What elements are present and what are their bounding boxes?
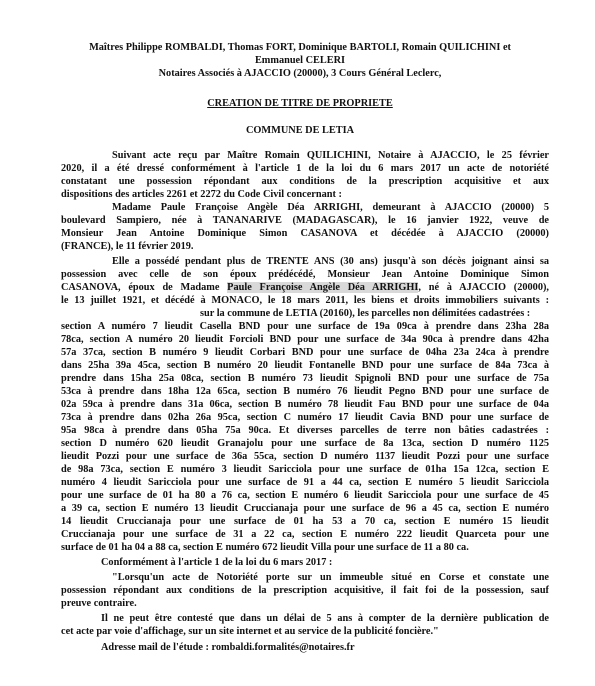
possession-paragraph-line: le 13 juillet 1921, et décédé à MONACO, le 18 mars 2011, les biens et droits immobiliers suivants : (61, 295, 549, 306)
parcel-list-line: de 98a 73ca, section E numéro 3 lieudit Saricciola pour une surface de 01ha 15a 12ca, section E (61, 464, 549, 475)
possession-paragraph-line (61, 281, 549, 294)
owner-paragraph-line: Madame Paule Françoise Angèle Déa ARRIGHI, demeurant à AJACCIO (20000) 5 (112, 202, 549, 213)
law-quote-line: cet acte par voie d'affichage, sur un site internet et au service de la publicité foncière." (61, 626, 439, 637)
parcel-list-line: Cruccianaja pour une surface de 31 a 22 ca, section E numéro 222 lieudit Quarceta pour une (61, 529, 549, 540)
spouse-birth-text: , né à AJACCIO (20000), (418, 282, 549, 293)
parcel-list-line: lieudit Pozzi pour une surface de 36a 55ca, section D numéro 1137 lieudit Pozzi pour une surface (61, 451, 549, 462)
law-quote-line: "Lorsqu'un acte de Notoriété porte sur un immeuble situé en Corse et constate une (112, 572, 549, 583)
document-title: CREATION DE TITRE DE PROPRIETE (207, 98, 393, 109)
law-quote-line: possession répondant aux conditions de la prescription acquisitive, il fait foi de la possession, sauf (61, 585, 549, 596)
header-notaries: Maîtres Philippe ROMBALDI, Thomas FORT, Dominique BARTOLI, Romain QUILICHINI et (89, 42, 511, 53)
spouse-text: CASANOVA, époux de Madame (61, 282, 228, 293)
commune-line: sur la commune de LETIA (20160), les parcelles non délimitées cadastrées : (200, 308, 531, 319)
header-notary-name: Emmanuel CELERI (254, 55, 346, 66)
highlighted-name: Paule Françoise Angèle Déa ARRIGHI (227, 282, 419, 293)
parcel-list-line: numéro 4 lieudit Saricciola pour une surface de 91 a 44 ca, section E numéro 5 lieudit Saricciola (61, 477, 549, 488)
parcel-list-line: section A numéro 7 lieudit Casella BND pour une surface de 19a 09ca à prendre dans 23ha 28a (61, 321, 549, 332)
parcel-list-line: a 39 ca, section E numéro 13 lieudit Cruccianaja pour une surface de 96 a 45 ca, section E numéro (61, 503, 549, 514)
law-reference-line: Conformément à l'article 1 de la loi du 6 mars 2017 : (101, 557, 333, 568)
act-paragraph-line: Suivant acte reçu par Maître Romain QUILICHINI, Notaire à AJACCIO, le 25 février (112, 150, 549, 161)
parcel-list-line: 78ca, section A numéro 20 lieudit Forcioli BND pour une surface de 34a 90ca à prendre dans 42ha (61, 334, 549, 345)
parcel-list-line: 14 lieudit Cruccianaja pour une surface de 01 ha 53 a 70 ca, section E numéro 15 lieudit (61, 516, 549, 527)
parcel-list-line: section D numéro 620 lieudit Granajolu pour une surface de 8a 13ca, section D numéro 1125 (61, 438, 549, 449)
act-paragraph-line: constatant une possession répondant aux conditions de la prescription acquisitive et aux (61, 176, 549, 187)
parcel-list-line: 02a 59ca à prendre dans 31a 06ca, section B numéro 78 lieudit Fau BND pour une surface de 04a (61, 399, 549, 410)
possession-paragraph-line: possession avec celle de son époux prédécédé, Monsieur Jean Antoine Dominique Simon (61, 269, 549, 280)
parcel-list-line: 95a 98ca à prendre dans 05ha 75a 90ca. Et diverses parcelles de terre non bâties cadastrées : (61, 425, 549, 436)
owner-paragraph-line: Monsieur Jean Antoine Dominique Simon CASANOVA et décédée à AJACCIO (20000) (61, 228, 549, 239)
parcel-list-line: pour une surface de 01 ha 80 a 76 ca, section E numéro 6 lieudit Saricciola pour une surface de 45 (61, 490, 549, 501)
law-quote-line: Il ne peut être contesté que dans un délai de 5 ans à compter de la dernière publication de (101, 613, 549, 624)
header-address: Notaires Associés à AJACCIO (20000), 3 Cours Général Leclerc, (158, 68, 442, 79)
parcel-list-line: 73ca à prendre dans 02ha 26a 95ca, section C numéro 17 lieudit Cavia BND pour une surface de (61, 412, 549, 423)
law-quote-line: preuve contraire. (61, 598, 137, 609)
document-subtitle: COMMUNE DE LETIA (245, 125, 355, 136)
parcel-list-line: surface de 01 ha 04 a 88 ca, section E numéro 672 lieudit Villa pour une surface de 11 a 80 ca. (61, 542, 469, 553)
act-paragraph-line: 2020, il a été dressé conformément à l'article 1 de la loi du 6 mars 2017 un acte de notoriété (61, 163, 549, 174)
parcel-list-line: 53ca à prendre dans 18ha 12a 65ca, section B numéro 76 lieudit Pegno BND pour une surface de (61, 386, 549, 397)
parcel-list-line: prendre dans 15ha 25a 08ca, section B numéro 73 lieudit Spignoli BND pour une surface de 75a (61, 373, 549, 384)
possession-paragraph-line: Elle a possédé pendant plus de TRENTE ANS (30 ans) jusqu'à son décès joignant ainsi sa (112, 256, 549, 267)
parcel-list-line: dans 25ha 39a 45ca, section B numéro 20 lieudit Fontanelle BND pour une surface de 84a 73ca à (61, 360, 549, 371)
office-email-line: Adresse mail de l'étude : rombaldi.formalités@notaires.fr (101, 642, 355, 653)
parcel-list-line: 57a 37ca, section B numéro 9 lieudit Corbari BND pour une surface de 04ha 23a 24ca à prendre (61, 347, 549, 358)
act-paragraph-line: dispositions des articles 2261 et 2272 du Code Civil concernant : (61, 189, 342, 200)
owner-paragraph-line: (FRANCE), le 11 février 2019. (61, 241, 194, 252)
owner-paragraph-line: boulevard Sampiero, née à TANANARIVE (MADAGASCAR), le 16 janvier 1922, veuve de (61, 215, 549, 226)
